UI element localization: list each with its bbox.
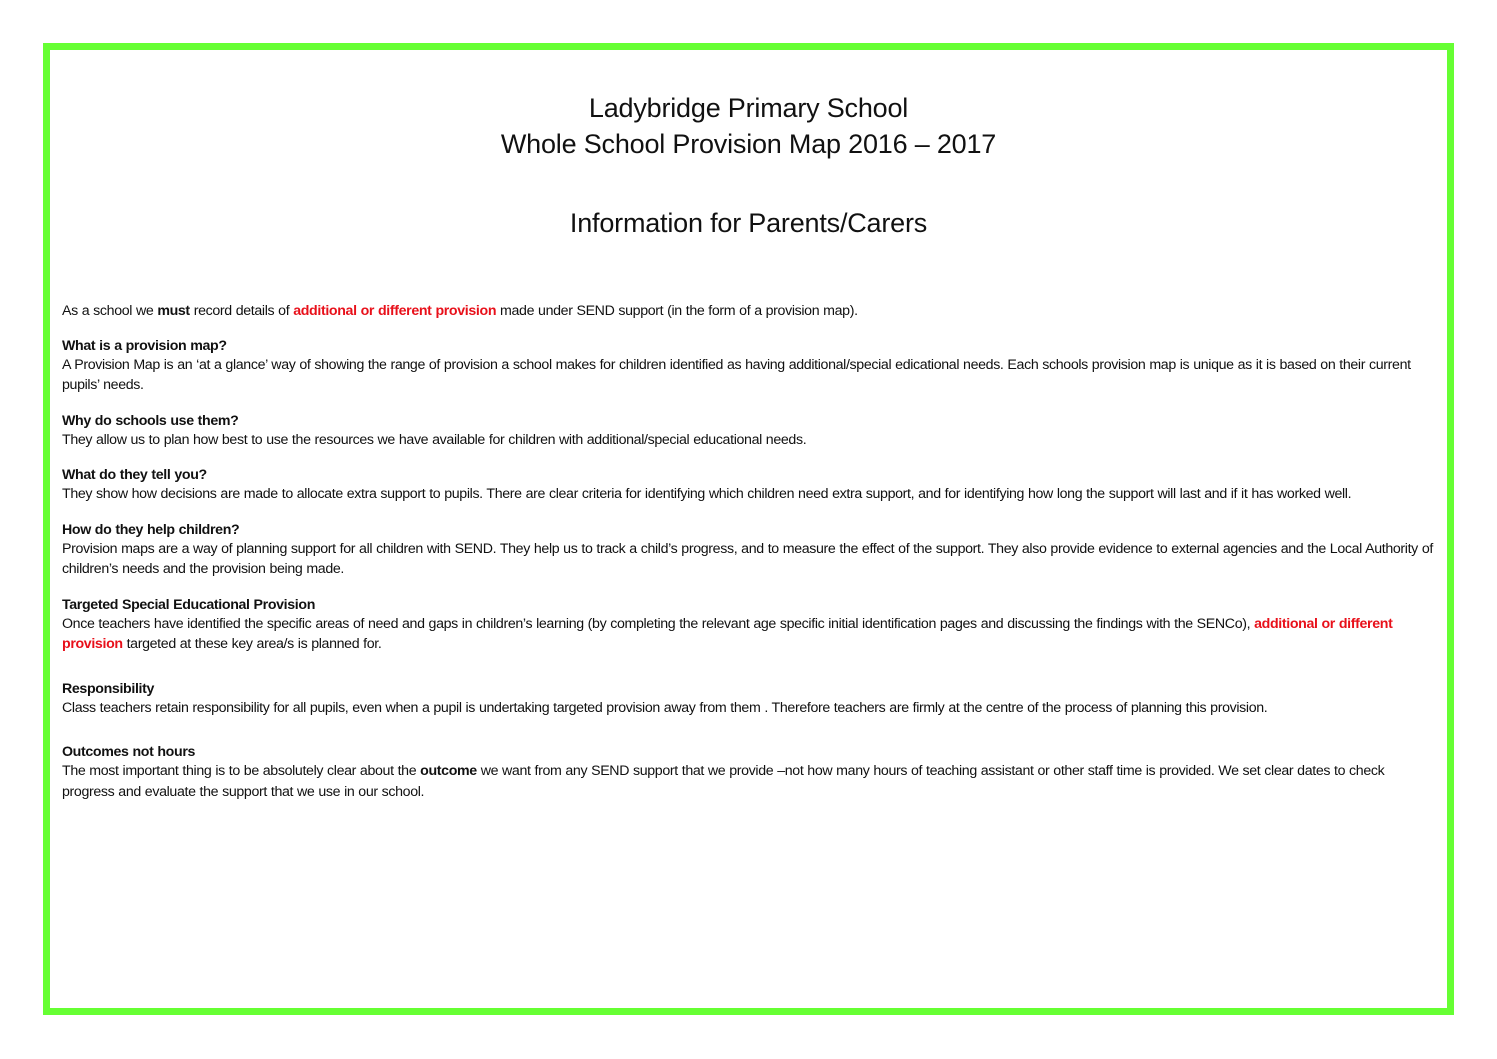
document-body (62, 301, 1433, 819)
section-heading: What do they tell you? (62, 467, 207, 483)
section-heading: How do they help children? (62, 521, 240, 538)
section-outcomes-not-hours (62, 744, 1433, 802)
section-heading: What is a provision map? (62, 337, 227, 354)
intro-highlight-provision: additional or different provision (293, 303, 497, 319)
section-heading: Responsibility (62, 680, 155, 697)
section-how-they-help (62, 522, 1433, 580)
section-body-text: we want from any SEND support that we provide –not how many hours of teaching assistant or other staff time is provided. We set clear dates to check progress and evaluate the support that we use in our school. (62, 763, 1385, 800)
document-title (50, 90, 1447, 162)
section-body: They show how decisions are made to allocate extra support to pupils. There are clear criteria for identifying which children need extra support, and for identifying how long the support will last and if it has worked well. (62, 486, 1352, 502)
section-body: A Provision Map is an ‘at a glance’ way of showing the range of provision a school makes for children identified as having additional/special edicational needs. Each schools provision map is unique as it is based on their current pupils’ needs. (62, 356, 1411, 393)
section-responsibility (62, 681, 1433, 719)
section-what-is-provision-map (62, 338, 1433, 396)
section-body-text: The most important thing is to be absolutely clear about the (62, 763, 421, 779)
section-heading: Why do schools use them? (62, 412, 239, 429)
intro-text: made under SEND support (in the form of a provision map). (496, 303, 858, 319)
section-heading: Targeted Special Educational Provision (62, 596, 316, 613)
section-body (62, 761, 1433, 802)
provision-map-title: Whole School Provision Map 2016 – 2017 (500, 129, 997, 159)
section-what-they-tell-you (62, 467, 1433, 505)
section-body-text: Once teachers have identified the specific areas of need and gaps in children’s learning (by completing the relevant age specific initial identification pages and discussing the findings with the SENCo), (62, 615, 1255, 632)
page-border-frame (43, 43, 1454, 1015)
section-emphasis-outcome: outcome (420, 763, 477, 779)
section-targeted-provision (62, 597, 1433, 655)
section-body: They allow us to plan how best to use the resources we have available for children with additional/special educational needs. (62, 431, 807, 448)
school-name: Ladybridge Primary School (588, 93, 909, 123)
intro-text: record details of (189, 303, 294, 319)
section-body (62, 614, 1433, 655)
section-body-text: targeted at these key area/s is planned for. (122, 636, 382, 652)
document-subtitle: Information for Parents/Carers (569, 208, 928, 238)
section-highlight-provision: additional or different provision (62, 615, 1393, 652)
intro-paragraph (62, 301, 1433, 322)
section-body: Class teachers retain responsibility for all pupils, even when a pupil is undertaking targeted provision away from them . Therefore teachers are firmly at the centre of the process of planning this provision. (62, 699, 1268, 716)
section-body: Provision maps are a way of planning support for all children with SEND. They help us to track a child’s progress, and to measure the effect of the support. They also provide evidence to external agencies and the Local Authority of children’s needs and the provision being made. (62, 540, 1433, 577)
intro-emphasis-must: must (157, 303, 190, 319)
section-why-use-them (62, 413, 1433, 451)
intro-text: As a school we (62, 303, 158, 319)
section-heading: Outcomes not hours (62, 744, 196, 760)
